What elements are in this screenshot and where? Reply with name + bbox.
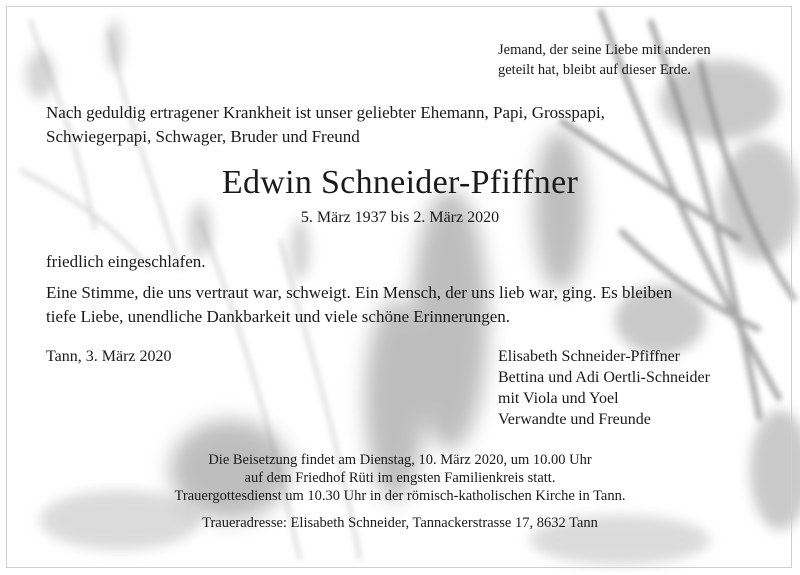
mourners-list: [498, 346, 710, 430]
burial-line-2: auf dem Friedhof Rüti im engsten Familienkreis statt.: [244, 470, 556, 486]
memorial-quote: [46, 281, 672, 329]
burial-info: [0, 451, 800, 505]
life-dates: 5. März 1937 bis 2. März 2020: [300, 209, 500, 226]
mourner-entry: Bettina und Adi Oertli-Schneider: [498, 369, 710, 386]
burial-line-3: Trauergottesdienst um 10.30 Uhr in der römisch-katholischen Kirche in Tann.: [174, 488, 626, 504]
intro-line-1: Nach geduldig ertragener Krankheit ist unser geliebter Ehemann, Papi, Grosspapi,: [46, 103, 605, 122]
mourner-entry: Elisabeth Schneider-Pfiffner: [498, 348, 680, 365]
motto-quote: [498, 40, 711, 80]
mourner-entry: Verwandte und Freunde: [498, 411, 651, 428]
deceased-name: Edwin Schneider-Pfiffner: [221, 164, 579, 201]
motto-line-1: Jemand, der seine Liebe mit anderen: [498, 42, 711, 58]
intro-text: [46, 101, 605, 149]
place-and-date: Tann, 3. März 2020: [46, 348, 172, 365]
passing-text: friedlich eingeschlafen.: [46, 252, 206, 271]
burial-line-1: Die Beisetzung findet am Dienstag, 10. März 2020, um 10.00 Uhr: [208, 452, 592, 468]
quote-line-2: tiefe Liebe, unendliche Dankbarkeit und viele schöne Erinnerungen.: [46, 307, 511, 326]
quote-line-1: Eine Stimme, die uns vertraut war, schweigt. Ein Mensch, der uns lieb war, ging. Es bleiben: [46, 283, 673, 302]
mourner-entry: mit Viola und Yoel: [498, 390, 619, 407]
motto-line-2: geteilt hat, bleibt auf dieser Erde.: [498, 62, 691, 78]
mourning-address: Traueradresse: Elisabeth Schneider, Tannackerstrasse 17, 8632 Tann: [202, 515, 598, 531]
intro-line-2: Schwiegerpapi, Schwager, Bruder und Freund: [46, 127, 360, 146]
